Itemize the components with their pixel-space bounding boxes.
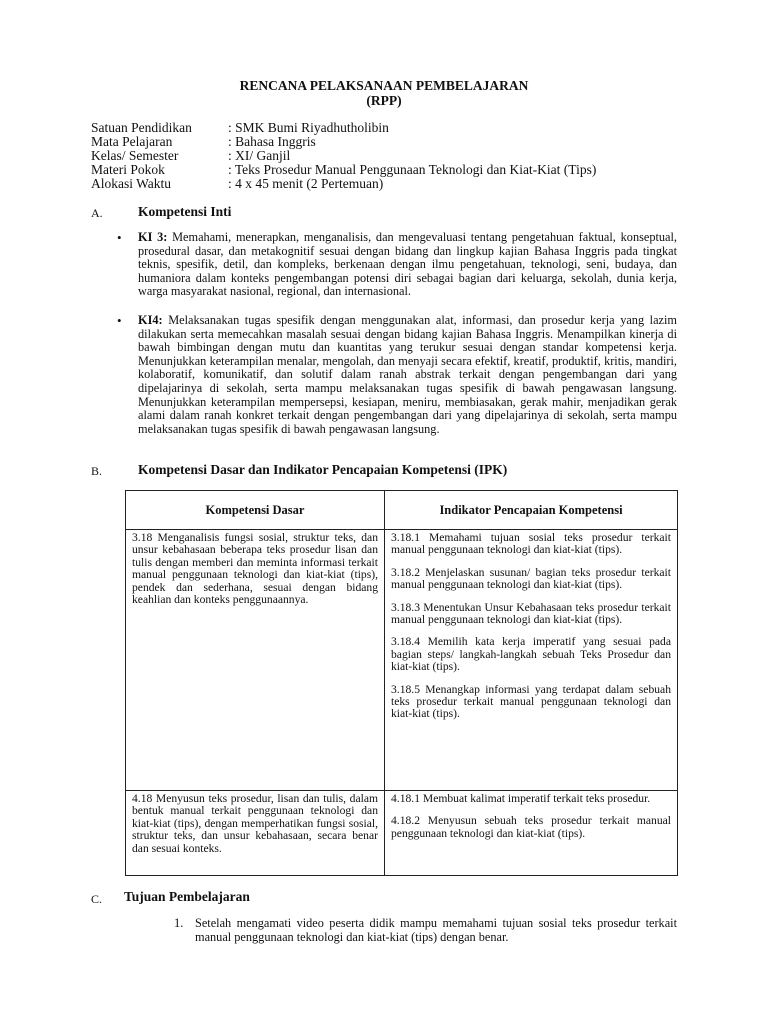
ki3-paragraph [138,231,677,299]
info-value-mapel: : Bahasa Inggris [228,134,316,149]
table-row [126,791,678,876]
doc-title: RENCANA PELAKSANAAN PEMBELAJARAN [239,78,529,93]
ipk-cell [385,530,678,791]
goal-text: Setelah mengamati video peserta didik mampu memahami tujuan sosial teks prosedur terkait manual penggunaan teknologi dan kiat-kiat (tips) dengan benar. [195,916,677,944]
ipk-cell [385,791,678,876]
kd-text: 4.18 Menyusun teks prosedur, lisan dan tulis, dalam bentuk manual terkait penggunaan teknologi dan kiat-kiat (tips), dengan memperhatikan fungsi sosial, struktur teks, dan unsur kebahasaan, secara benar dan sesuai konteks. [132,792,378,855]
ipk-item: 3.18.3 Menentukan Unsur Kebahasaan teks prosedur terkait manual penggunaan teknologi dan kiat-kiat (tips). [391,600,671,627]
header-kompetensi-dasar: Kompetensi Dasar [126,491,385,530]
ki3-label: KI 3: [138,230,168,244]
info-value-kelas: : XI/ Ganjil [228,148,291,163]
info-label-kelas: Kelas/ Semester [91,148,179,163]
info-value-satuan: : SMK Bumi Riyadhutholibin [228,120,389,135]
kd-cell [126,791,385,876]
goal-number: 1. [174,916,184,930]
ipk-item: 4.18.2 Menyusun sebuah teks prosedur terkait manual penggunaan teknologi dan kiat-kiat (tips). [391,814,671,840]
info-label-mapel: Mata Pelajaran [91,134,173,149]
header-indikator: Indikator Pencapaian Kompetensi [385,491,678,530]
ipk-item: 3.18.2 Menjelaskan susunan/ bagian teks prosedur terkait manual penggunaan teknologi dan kiat-kiat (tips). [391,565,671,592]
info-value-materi: : Teks Prosedur Manual Penggunaan Teknologi dan Kiat-Kiat (Tips) [228,162,597,177]
section-b-letter: B. [91,464,103,478]
bullet-icon: • [117,313,122,328]
info-label-alokasi: Alokasi Waktu [91,176,172,191]
table-header-row [126,491,678,530]
section-a-title: Kompetensi Inti [138,204,232,219]
table-row [126,530,678,791]
ipk-item: 4.18.1 Membuat kalimat imperatif terkait teks prosedur. [391,792,651,805]
ki4-paragraph [138,314,677,436]
info-value-alokasi: : 4 x 45 menit (2 Pertemuan) [228,176,384,191]
section-c-title: Tujuan Pembelajaran [124,889,250,904]
competency-table [125,490,678,876]
doc-subtitle: (RPP) [366,93,402,108]
section-a-letter: A. [91,206,103,220]
bullet-icon: • [117,230,122,245]
info-label-satuan: Satuan Pendidikan [91,120,192,135]
section-b-title: Kompetensi Dasar dan Indikator Pencapaian Kompetensi (IPK) [138,462,508,477]
kd-cell [126,530,385,791]
ki4-text: Melaksanakan tugas spesifik dengan menggunakan alat, informasi, dan prosedur kerja yang lazim dilakukan serta memecahkan masalah sesuai dengan bidang kajian Bahasa Inggris. Menampilkan kinerja di bawah bimbingan dengan mutu dan kuantitas yang terukur sesuai dengan standar kompetensi kerja. Menunjukkan keterampilan menalar, mengolah, dan menyaji secara efektif, kreatif, produktif, kritis, mandiri, kolaboratif, komunikatif, dan solutif dalam ranah abstrak terkait dengan pengembangan dari yang dipelajarinya di sekolah, serta mampu melaksanakan tugas spesifik di bawah pengawasan langsung. Menunjukkan keterampilan mempersepsi, kesiapan, meniru, membiasakan, gerak mahir, menjadikan gerak alami dalam ranah konkret terkait dengan pengembangan dari yang dipelajarinya di sekolah, serta mampu melaksanakan tugas spesifik di bawah pengawasan langsung. [138,313,677,436]
section-c-letter: C. [91,892,103,906]
ki3-text: Memahami, menerapkan, menganalisis, dan mengevaluasi tentang pengetahuan faktual, konseptual, prosedural dasar, dan metakognitif sesuai dengan bidang dan lingkup kajian Bahasa Inggris pada tingkat teknis, spesifik, detil, dan kompleks, berkenaan dengan ilmu pengetahuan, teknologi, seni, budaya, dan humaniora dalam konteks pengembangan potensi diri sebagai bagian dari keluarga, sekolah, dunia kerja, warga masyarakat nasional, regional, dan internasional. [138,230,677,299]
ipk-item: 3.18.5 Menangkap informasi yang terdapat dalam sebuah teks prosedur terkait manual penggunaan teknologi dan kiat-kiat (tips). [391,682,671,721]
kd-text: 3.18 Menganalisis fungsi sosial, struktur teks, dan unsur kebahasaan beberapa teks prosedur lisan dan tulis dengan memberi dan meminta informasi terkait manual penggunaan teknologi dan kiat-kiat (tips), pendek dan sederhana, sesuai dengan bidang keahlian dan konteks penggunaannya. [132,531,378,607]
ki4-label: KI4: [138,313,163,327]
ipk-item: 3.18.1 Memahami tujuan sosial teks prosedur terkait manual penggunaan teknologi dan kiat-kiat (tips). [391,531,671,557]
ipk-item: 3.18.4 Memilih kata kerja imperatif yang sesuai pada bagian steps/ langkah-langkah sebuah Teks Prosedur dan kiat-kiat (tips). [391,635,671,674]
info-label-materi: Materi Pokok [91,162,165,177]
